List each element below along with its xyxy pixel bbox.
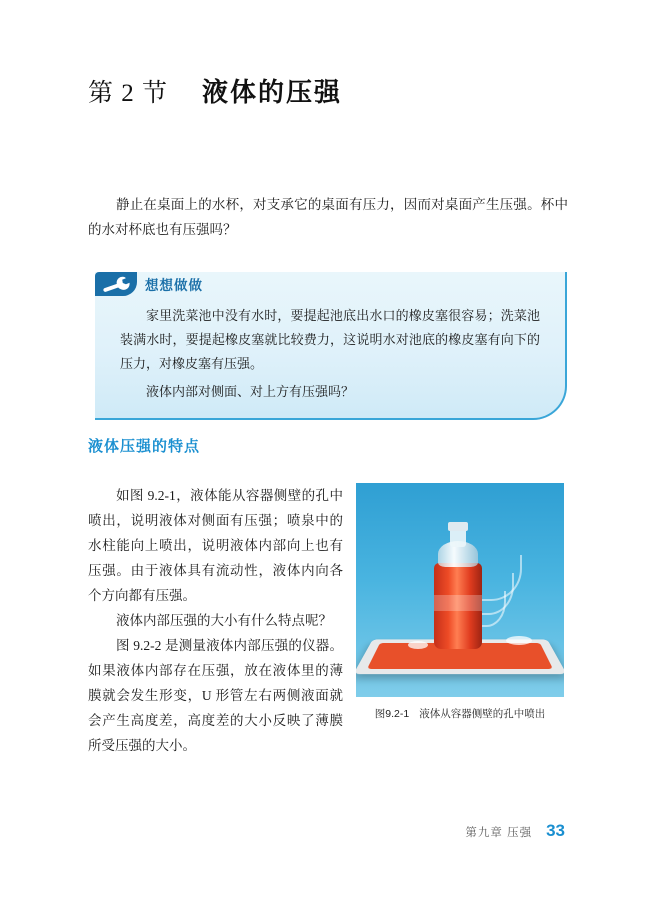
body-text-column (88, 483, 343, 758)
bottle-label-shape (434, 595, 482, 611)
body-paragraph-1: 如图 9.2-1，液体能从容器侧壁的孔中喷出，说明液体对侧面有压强；喷泉中的水柱能向上喷出，说明液体内部向上也有压强。由于液体具有流动性，液体内向各个方向都有压强。 (88, 488, 343, 603)
wrench-icon (95, 272, 137, 296)
water-puddle-right (506, 636, 532, 645)
activity-body (120, 304, 540, 404)
footer-chapter-label: 第九章 压强 (465, 827, 533, 839)
body-paragraph-2: 液体内部压强的大小有什么特点呢？ (116, 613, 332, 628)
water-jet-lower (478, 591, 506, 627)
activity-header (95, 272, 295, 296)
body-paragraph-3: 图 9.2-2 是测量液体内部压强的仪器。如果液体内部存在压强，放在液体里的薄膜就会发生形变，U 形管左右两侧液面就会产生高度差，高度差的大小反映了薄膜所受压强的大小。 (88, 638, 343, 753)
figure-caption-text: 液体从容器侧壁的孔中喷出 (419, 708, 546, 720)
intro-paragraph: 静止在桌面上的水杯，对支承它的桌面有压力，因而对桌面产生压强。杯中的水对杯底也有压强吗？ (88, 197, 568, 237)
activity-paragraph-1: 家里洗菜池中没有水时，要提起池底出水口的橡皮塞很容易；洗菜池装满水时，要提起橡皮塞就比较费力，这说明水对池底的橡皮塞有向下的压力，对橡皮塞有压强。 (120, 308, 540, 371)
figure-block (356, 483, 564, 721)
section-title: 液体的压强 (202, 78, 343, 107)
figure-number: 图9.2-1 (374, 708, 410, 720)
bottle-cap-shape (448, 522, 468, 531)
section-number: 第 2 节 (88, 80, 169, 107)
page-footer (465, 821, 565, 841)
activity-title: 想想做做 (145, 278, 203, 293)
figure-caption (356, 706, 564, 721)
section-heading: 液体压强的特点 (88, 438, 201, 455)
figure-image (356, 483, 564, 697)
water-puddle-left (408, 641, 428, 649)
activity-paragraph-2: 液体内部对侧面、对上方有压强吗？ (146, 384, 355, 399)
page-number: 33 (546, 821, 565, 840)
page-title (88, 72, 342, 109)
